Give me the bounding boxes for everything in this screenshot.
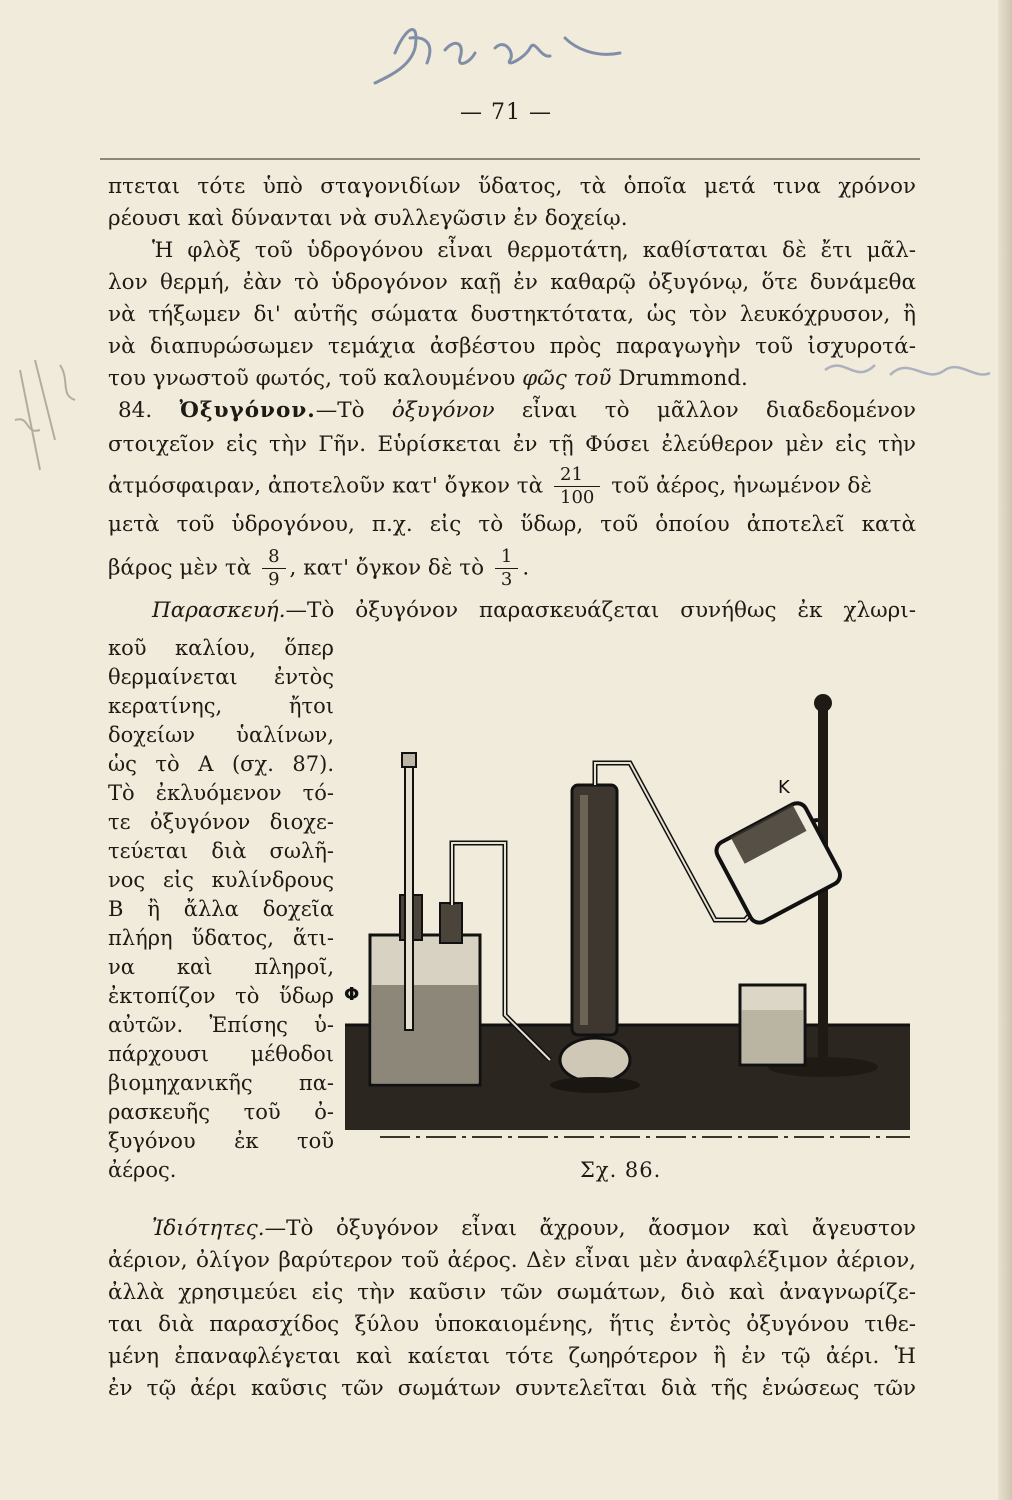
italic-term: ὀξυγόνον xyxy=(391,398,495,423)
text-span: του γνωστοῦ φωτός, τοῦ καλουμένου xyxy=(108,366,523,391)
fraction-numerator: 1 xyxy=(500,546,513,567)
column-line: Β ἢ ἄλλα δοχεῖα xyxy=(108,897,334,921)
section-number: 84. xyxy=(118,398,153,423)
page-edge xyxy=(998,0,1012,1500)
column-line: κοῦ καλίου, ὅπερ xyxy=(108,636,334,660)
fraction-numerator: 21 xyxy=(560,464,583,485)
figure-caption: Σχ. 86. xyxy=(580,1158,662,1182)
column-line: τεύεται διὰ σωλῆ- xyxy=(108,839,334,863)
text-line xyxy=(108,464,872,508)
text-line: μετὰ τοῦ ὑδρογόνου, π.χ. εἰς τὸ ὕδωρ, τοῦ ὁποίου ἀποτελεῖ κατὰ xyxy=(108,512,916,537)
fraction xyxy=(262,546,285,591)
text-line xyxy=(108,546,529,590)
margin-pencil-marks xyxy=(815,345,995,395)
column-line: πλήρη ὕδατος, ἅτι- xyxy=(108,926,334,950)
column-line: Τὸ ἐκλυόμενον τό- xyxy=(108,781,334,805)
drying-cylinder xyxy=(572,785,617,1035)
text-span: —Τὸ xyxy=(315,398,392,423)
margin-pencil-marks xyxy=(0,350,110,490)
text-line: ἀέριον, ὀλίγον βαρύτερον τοῦ ἀέρος. Δὲν εἶναι μὲν ἀναφλέξιμον ἀέριον, xyxy=(108,1248,916,1273)
text-span: —Τὸ ὀξυγόνον παρασκευάζεται συνήθως ἐκ χλωρι- xyxy=(285,598,916,623)
column-line: ξυγόνου ἐκ τοῦ xyxy=(108,1129,334,1153)
italic-term: φῶς τοῦ xyxy=(522,366,612,391)
text-line: Ἡ φλὸξ τοῦ ὑδρογόνου εἶναι θερμοτάτη, καθίσταται δὲ ἔτι μᾶλ- xyxy=(152,238,916,263)
text-line: ται διὰ παρασχίδος ξύλου ὑποκαιομένης, ἥτις ἐντὸς ὀξυγόνου τιθε- xyxy=(108,1312,916,1337)
fraction-denominator: 3 xyxy=(495,568,518,591)
text-line: ἐν τῷ ἀέρι καῦσις τῶν σωμάτων συντελεῖται διὰ τῆς ἑνώσεως τῶν xyxy=(108,1376,916,1401)
text-line: νὰ τήξωμεν δι' αὐτῆς σώματα δυστηκτότατα, ὡς τὸν λευκόχρυσον, ἢ xyxy=(108,302,916,327)
column-line: θερμαίνεται ἐντὸς xyxy=(108,665,334,689)
column-line: να καὶ πληροῖ, xyxy=(108,955,334,979)
text-line xyxy=(152,1214,916,1244)
column-line: ἀέρος. xyxy=(108,1158,177,1182)
text-span: Drummond. xyxy=(611,366,748,391)
column-line: ὡς τὸ Α (σχ. 87). xyxy=(108,752,334,776)
subsection-heading: Παρασκευή. xyxy=(152,598,286,623)
fraction-denominator: 9 xyxy=(262,568,285,591)
text-line: πτεται τότε ὑπὸ σταγονιδίων ὕδατος, τὰ ὁποῖα μετά τινα χρόνον xyxy=(108,174,916,199)
column-line: νος εἰς κυλίνδρους xyxy=(108,868,334,892)
text-line xyxy=(108,364,748,394)
label-phi: Φ xyxy=(344,984,360,1005)
text-span: —Τὸ ὀξυγόνον εἶναι ἄχρουν, ἄοσμον καὶ ἄγευστον xyxy=(264,1216,916,1241)
column-line: τε ὀξυγόνον διοχε- xyxy=(108,810,334,834)
page-number: — 71 — xyxy=(460,100,552,125)
text-line: λον θερμή, ἐὰν τὸ ὑδρογόνον καῇ ἐν καθαρῷ ὀξυγόνῳ, ὅτε δυνάμεθα xyxy=(108,270,916,295)
column-line: ἐκτοπίζον τὸ ὕδωρ xyxy=(108,984,334,1008)
fraction xyxy=(495,546,518,591)
apparatus-figure xyxy=(340,665,915,1140)
column-line: ρασκευῆς τοῦ ὀ- xyxy=(108,1100,334,1124)
label-k: K xyxy=(778,777,790,798)
header-rule xyxy=(100,158,920,160)
column-line: πάρχουσι μέθοδοι xyxy=(108,1042,334,1066)
text-line: νὰ διαπυρώσωμεν τεμάχια ἀσβέστου πρὸς παραγωγὴν τοῦ ἰσχυροτά- xyxy=(108,334,916,359)
text-line: μένη ἐπαναφλέγεται καὶ καίεται τότε ζωηρότερον ἢ ἐν τῷ ἀέρι. Ἡ xyxy=(108,1344,916,1369)
text-span: ἀτμόσφαιραν, ἀποτελοῦν κατ' ὄγκον τὰ xyxy=(108,473,544,499)
column-line: βιομηχανικῆς πα- xyxy=(108,1071,334,1095)
text-line: ρέουσι καὶ δύνανται νὰ συλλεγῶσιν ἐν δοχείῳ. xyxy=(108,206,628,231)
column-line: δοχείων ὑαλίνων, xyxy=(108,723,334,747)
thermometer xyxy=(405,760,413,1030)
section-term: Ὀξυγόνον. xyxy=(179,398,316,423)
subsection-heading: Ἰδιότητες. xyxy=(152,1216,265,1241)
text-span: , κατ' ὄγκον δὲ τὸ xyxy=(289,555,485,581)
text-line: ἀλλὰ χρησιμεύει εἰς τὴν καῦσιν τῶν σωμάτων, διὸ καὶ ἀναγνωρίζε- xyxy=(108,1280,916,1305)
handwritten-note xyxy=(365,8,635,88)
text-line xyxy=(152,596,916,626)
fraction xyxy=(554,464,600,509)
fraction-numerator: 8 xyxy=(268,546,280,567)
text-line xyxy=(118,396,916,426)
text-span: . xyxy=(522,555,530,581)
column-line: αὐτῶν. Ἐπίσης ὑ- xyxy=(108,1013,334,1037)
fraction-denominator: 100 xyxy=(554,486,600,509)
text-span: τοῦ ἀέρος, ἡνωμένον δὲ xyxy=(611,473,872,499)
column-line: κερατίνης, ἤτοι xyxy=(108,694,334,718)
text-span: βάρος μὲν τὰ xyxy=(108,555,252,581)
text-line: στοιχεῖον εἰς τὴν Γῆν. Εὑρίσκεται ἐν τῇ Φύσει ἐλεύθερον μὲν εἰς τὴν xyxy=(108,432,916,457)
text-span: εἶναι τὸ μᾶλλον διαδεδομένον xyxy=(494,398,916,423)
